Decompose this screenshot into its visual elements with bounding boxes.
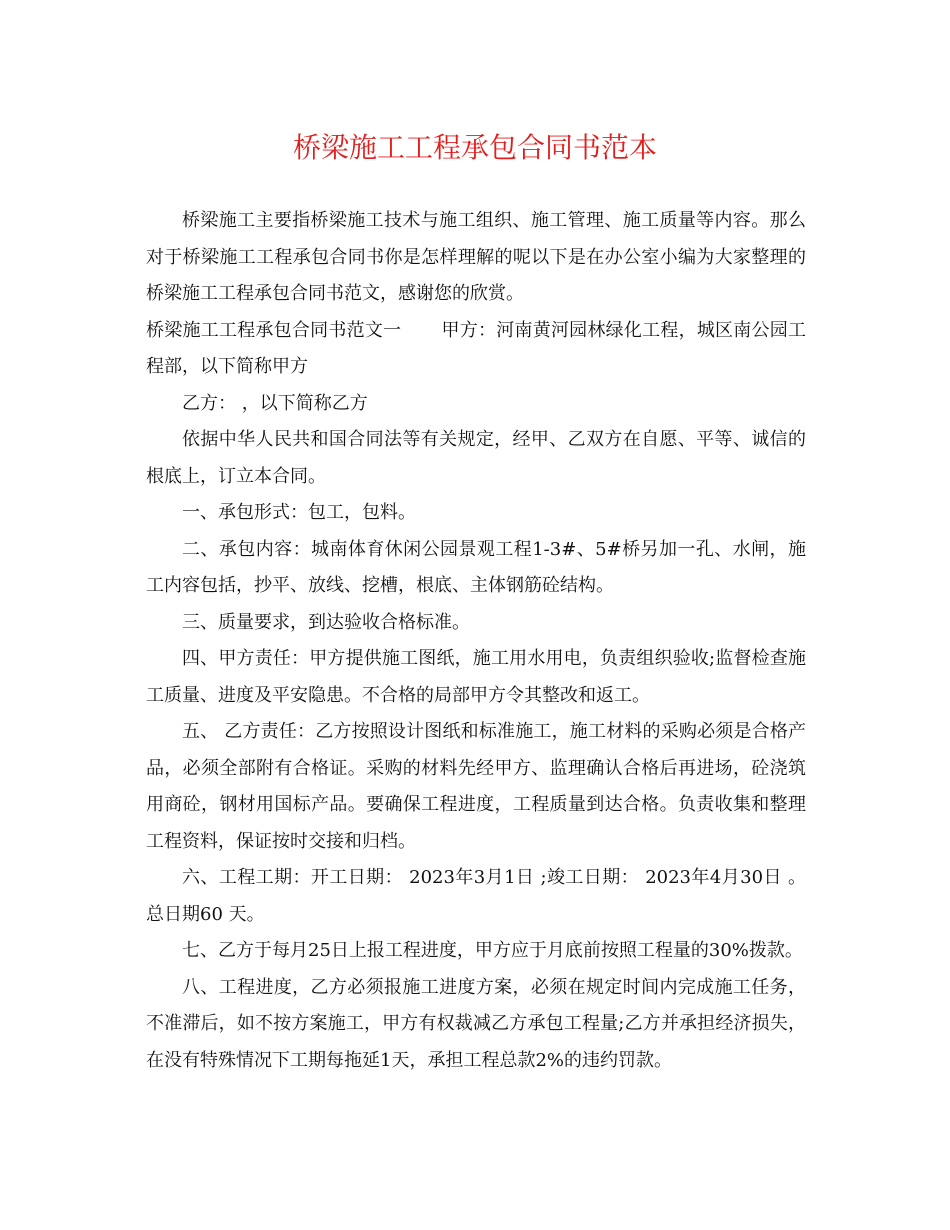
party-b: 乙方： ，以下简称乙方 (182, 392, 368, 414)
clause-4: 四、甲方责任：甲方提供施工图纸，施工用水用电，负责组织验收;监督检查施工质量、进度及平安隐患。不合格的局部甲方令其整改和返工。 (146, 648, 806, 706)
clause-8: 八、工程进度，乙方必须报施工进度方案，必须在规定时间内完成施工任务，不准滞后，如不按方案施工，甲方有权裁减乙方承包工程量;乙方并承担经济损失，在没有特殊情况下工期每拖延1天，承担工程总款2%的违约罚款。 (146, 976, 806, 1071)
document-title: 桥梁施工工程承包合同书范本 (292, 131, 657, 164)
clause-5: 五、 乙方责任：乙方按照设计图纸和标准施工，施工材料的采购必须是合格产品，必须全部附有合格证。采购的材料先经甲方、监理确认合格后再进场，砼浇筑用商砼，钢材用国标产品。要确保工程进度，工程质量到达合格。负责收集和整理工程资料，保证按时交接和归档。 (146, 721, 806, 852)
clause-3: 三、质量要求，到达验收合格标准。 (182, 611, 470, 633)
basis-paragraph: 依据中华人民共和国合同法等有关规定，经甲、乙双方在自愿、平等、诚信的根底上，订立本合同。 (146, 429, 806, 487)
clause-7: 七、乙方于每月25日上报工程进度，甲方应于月底前按照工程量的30%拨款。 (182, 940, 803, 961)
sample-heading-line (146, 313, 806, 386)
document-body (146, 203, 806, 1079)
party-a: 甲方：河南黄河园林绿化工程，城区南公园工程部，以下简称甲方 (146, 319, 807, 377)
intro-paragraph: 桥梁施工主要指桥梁施工技术与施工组织、施工管理、施工质量等内容。那么对于桥梁施工工程承包合同书你是怎样理解的呢以下是在办公室小编为大家整理的桥梁施工工程承包合同书范文，感谢您的欣赏。 (146, 210, 806, 304)
clause-1: 一、承包形式：包工，包料。 (182, 502, 416, 523)
sample-heading: 桥梁施工工程承包合同书范文一 (146, 319, 402, 341)
clause-2: 二、承包内容：城南体育休闲公园景观工程1-3#、5#桥另加一孔、水闸，施工内容包括，抄平、放线、挖槽，根底、主体钢筋砼结构。 (146, 538, 806, 596)
clause-6: 六、工程工期：开工日期： 2023年3月1日 ;竣工日期： 2023年4月30日 。总日期60 天。 (146, 867, 806, 925)
